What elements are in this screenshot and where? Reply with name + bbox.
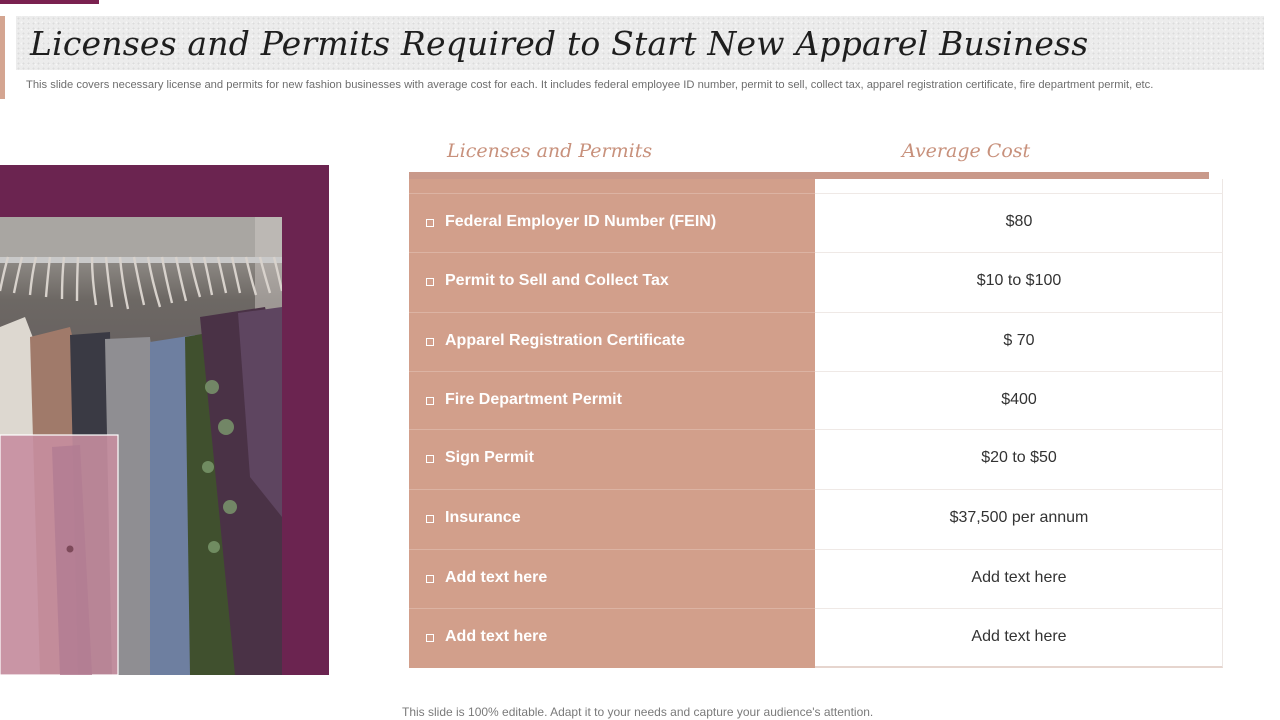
checkbox-bullet-icon xyxy=(426,634,434,642)
permit-name: Insurance xyxy=(445,509,521,526)
checkbox-bullet-icon xyxy=(426,397,434,405)
row-divider xyxy=(815,549,1223,550)
row-divider xyxy=(409,371,815,372)
permit-cost: $20 to $50 xyxy=(981,449,1057,466)
slide-title: Licenses and Permits Required to Start New Apparel Business xyxy=(30,24,1089,63)
checkbox-bullet-icon xyxy=(426,219,434,227)
permit-name: Federal Employer ID Number (FEIN) xyxy=(445,213,717,230)
checkbox-bullet-icon xyxy=(426,338,434,346)
permit-cost: Add text here xyxy=(971,569,1067,586)
row-divider xyxy=(815,312,1223,313)
table-row xyxy=(409,608,1223,668)
table-row xyxy=(409,549,1223,609)
top-accent-bar xyxy=(0,0,99,4)
row-divider xyxy=(409,312,815,313)
table-row xyxy=(409,252,1223,312)
row-divider xyxy=(409,489,815,490)
left-accent-bar xyxy=(0,16,5,99)
slide-footer-note: This slide is 100% editable. Adapt it to your needs and capture your audience's attention. xyxy=(402,705,874,719)
permit-name: Apparel Registration Certificate xyxy=(445,332,686,349)
permit-name: Add text here xyxy=(445,628,548,645)
checkbox-bullet-icon xyxy=(426,575,434,583)
header-licenses-and-permits: Licenses and Permits xyxy=(447,140,653,162)
row-divider xyxy=(409,429,815,430)
permit-name: Sign Permit xyxy=(445,449,534,466)
table-row xyxy=(409,489,1223,549)
table-row xyxy=(409,371,1223,431)
slide-subtitle: This slide covers necessary license and permits for new fashion businesses with average cost for each. It includes federal employee ID number, permit to sell, collect tax, apparel registration certificate, fire department permit, etc. xyxy=(26,79,1154,91)
row-divider xyxy=(409,252,815,253)
permit-name: Fire Department Permit xyxy=(445,391,622,408)
permit-cost: $80 xyxy=(1005,213,1033,230)
header-average-cost: Average Cost xyxy=(902,140,1031,162)
row-divider xyxy=(409,549,815,550)
row-divider xyxy=(409,608,815,609)
checkbox-bullet-icon xyxy=(426,455,434,463)
row-divider xyxy=(815,608,1223,609)
header-underline-bar xyxy=(409,172,1209,179)
row-divider xyxy=(815,429,1223,430)
checkbox-bullet-icon xyxy=(426,278,434,286)
table-row xyxy=(409,193,1223,253)
clothes-rack-photo xyxy=(0,217,282,675)
table-row xyxy=(409,312,1223,372)
row-divider xyxy=(409,193,815,194)
row-divider xyxy=(815,193,1223,194)
permit-name: Permit to Sell and Collect Tax xyxy=(445,272,669,289)
row-divider xyxy=(815,489,1223,490)
permit-cost: Add text here xyxy=(971,628,1067,645)
clothes-rack-illustration xyxy=(0,217,282,675)
permit-cost: $400 xyxy=(1001,391,1037,408)
row-divider xyxy=(815,371,1223,372)
row-divider xyxy=(815,252,1223,253)
permit-cost: $37,500 per annum xyxy=(949,509,1089,526)
permit-name: Add text here xyxy=(445,569,548,586)
permit-cost: $ 70 xyxy=(1003,332,1035,349)
checkbox-bullet-icon xyxy=(426,515,434,523)
permit-cost: $10 to $100 xyxy=(976,272,1062,289)
table-row xyxy=(409,429,1223,489)
